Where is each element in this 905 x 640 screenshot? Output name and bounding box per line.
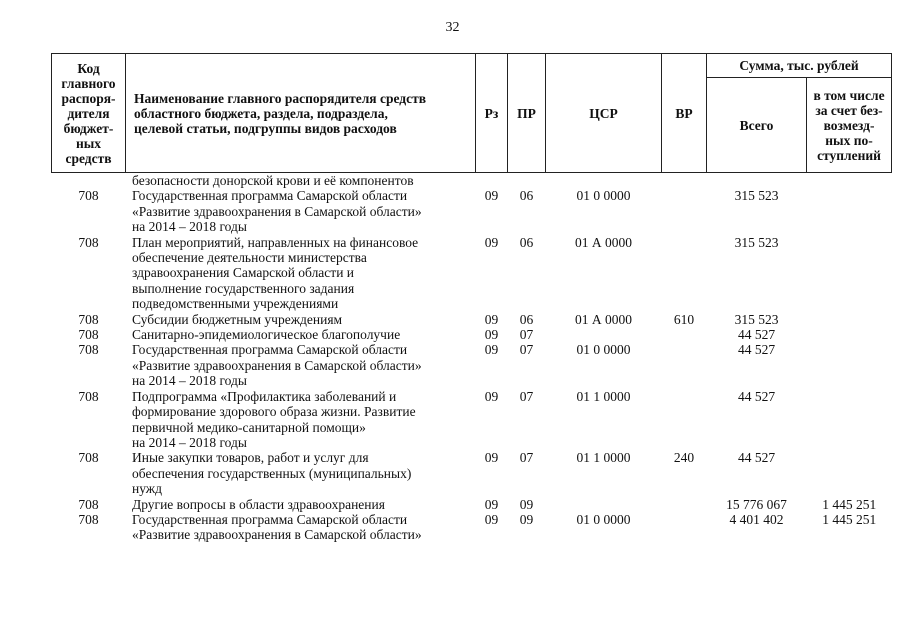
row-csr: 01 0 0000 <box>576 188 631 204</box>
header-gratis <box>807 78 892 173</box>
row-vr <box>662 342 707 388</box>
row-code: 708 <box>78 188 99 204</box>
row-rz: 09 <box>484 511 499 527</box>
row-name-line: здравоохранения Самарской области и <box>132 265 355 281</box>
row-gratis <box>807 188 892 234</box>
row-name-line: Государственная программа Самарской области <box>132 342 408 358</box>
row-pr: 06 <box>519 311 534 327</box>
page-number: 32 <box>445 20 460 35</box>
header-vr: ВР <box>662 54 707 173</box>
header-gratis-line: за счет без- <box>815 102 883 118</box>
header-gratis-line: возмезд- <box>823 117 875 133</box>
header-gratis-line: ступлений <box>817 147 881 163</box>
header-sum-group: Сумма, тыс. рублей <box>707 54 892 78</box>
row-code <box>52 173 126 189</box>
row-name <box>126 188 476 234</box>
table-row <box>52 389 892 451</box>
row-code: 708 <box>78 327 99 343</box>
header-code-line: дителя <box>67 105 110 121</box>
row-total: 315 523 <box>734 188 779 204</box>
row-code: 708 <box>78 496 99 512</box>
row-csr <box>546 497 662 512</box>
table-row <box>52 235 892 312</box>
row-name-line: «Развитие здравоохранения в Самарской области» <box>132 357 422 373</box>
row-name <box>126 512 476 543</box>
row-vr <box>662 512 707 543</box>
row-name <box>126 327 476 342</box>
row-name-line: Иные закупки товаров, работ и услуг для <box>132 450 369 466</box>
row-name-line: формирование здорового образа жизни. Развитие <box>132 404 416 420</box>
row-vr <box>662 173 707 189</box>
row-gratis: 1 445 251 <box>822 496 877 512</box>
header-code <box>52 54 126 173</box>
row-code: 708 <box>78 234 99 250</box>
row-csr: 01 А 0000 <box>575 234 632 250</box>
row-csr: 01 0 0000 <box>576 342 631 358</box>
table-body <box>52 173 892 543</box>
table-row <box>52 342 892 388</box>
row-csr <box>546 173 662 189</box>
row-rz: 09 <box>484 342 499 358</box>
row-name-line: первичной медико-санитарной помощи» <box>132 419 366 435</box>
row-pr: 06 <box>519 188 534 204</box>
row-code: 708 <box>78 388 99 404</box>
row-rz: 09 <box>484 311 499 327</box>
row-rz: 09 <box>484 450 499 466</box>
row-csr: 01 1 0000 <box>576 388 631 404</box>
row-gratis <box>807 327 892 342</box>
row-name-line: «Развитие здравоохранения в Самарской области» <box>132 203 422 219</box>
row-gratis: 1 445 251 <box>822 511 877 527</box>
row-total: 315 523 <box>734 311 779 327</box>
row-total <box>707 173 807 189</box>
row-csr <box>546 327 662 342</box>
table-row <box>52 450 892 496</box>
row-vr <box>662 497 707 512</box>
row-name-line: Санитарно-эпидемиологическое благополучие <box>132 327 401 343</box>
row-name-line: Государственная программа Самарской области <box>132 511 408 527</box>
row-name-line: Государственная программа Самарской области <box>132 188 408 204</box>
row-total: 44 527 <box>737 327 776 343</box>
table-row <box>52 188 892 234</box>
header-code-line: бюджет- <box>63 120 114 136</box>
header-csr: ЦСР <box>546 54 662 173</box>
row-csr: 01 1 0000 <box>576 450 631 466</box>
table-row <box>52 512 892 543</box>
header-name <box>126 54 476 173</box>
row-vr <box>662 327 707 342</box>
row-gratis <box>807 450 892 496</box>
header-rz: Рз <box>476 54 508 173</box>
row-name-line: подведомственными учреждениями <box>132 296 339 312</box>
row-vr <box>662 389 707 451</box>
row-name-line: на 2014 – 2018 годы <box>132 219 247 235</box>
row-pr: 07 <box>519 342 534 358</box>
row-pr: 09 <box>519 511 534 527</box>
row-name-line: обеспечения государственных (муниципальных) <box>132 465 412 481</box>
header-code-line: средств <box>65 150 112 166</box>
row-name-line: Подпрограмма «Профилактика заболеваний и <box>132 388 397 404</box>
row-pr: 09 <box>519 496 534 512</box>
row-name <box>126 497 476 512</box>
row-pr: 07 <box>519 450 534 466</box>
table-row <box>52 327 892 342</box>
table-row <box>52 497 892 512</box>
row-total: 15 776 067 <box>726 496 787 512</box>
header-gratis-line: ных по- <box>825 132 873 148</box>
row-pr: 07 <box>519 327 534 343</box>
table-row <box>52 173 892 189</box>
row-name-line: План мероприятий, направленных на финансовое <box>132 234 419 250</box>
row-name <box>126 173 476 189</box>
row-name-line: нужд <box>132 481 162 497</box>
header-code-line: распоря- <box>61 90 116 106</box>
header-name-line: целевой статьи, подгруппы видов расходов <box>134 120 397 136</box>
row-name-line: Субсидии бюджетным учреждениям <box>132 311 343 327</box>
header-name-line: Наименование главного распорядителя средств <box>134 90 427 106</box>
row-gratis <box>807 342 892 388</box>
row-total: 4 401 402 <box>729 511 784 527</box>
row-code: 708 <box>78 342 99 358</box>
row-name-line: безопасности донорской крови и её компонентов <box>132 173 414 188</box>
header-gratis-line: в том числе <box>813 87 885 103</box>
table-row <box>52 312 892 327</box>
row-csr: 01 0 0000 <box>576 511 631 527</box>
row-total: 44 527 <box>737 342 776 358</box>
row-vr <box>662 188 707 234</box>
row-vr <box>662 235 707 312</box>
row-code: 708 <box>78 511 99 527</box>
header-total: Всего <box>707 78 807 173</box>
row-rz <box>476 173 508 189</box>
row-pr: 07 <box>519 388 534 404</box>
row-name-line: «Развитие здравоохранения в Самарской области» <box>132 527 422 543</box>
row-name <box>126 342 476 388</box>
row-rz: 09 <box>484 234 499 250</box>
row-name-line: обеспечение деятельности министерства <box>132 250 367 266</box>
row-gratis <box>807 173 892 189</box>
row-name-line: на 2014 – 2018 годы <box>132 434 247 450</box>
row-total: 315 523 <box>734 234 779 250</box>
header-name-line: областного бюджета, раздела, подраздела, <box>134 105 388 121</box>
row-pr <box>508 173 546 189</box>
table-header <box>52 54 892 173</box>
row-code: 708 <box>78 450 99 466</box>
row-gratis <box>807 389 892 451</box>
row-name-line: на 2014 – 2018 годы <box>132 373 247 389</box>
row-name-line: Другие вопросы в области здравоохранения <box>132 496 385 512</box>
row-name-line: выполнение государственного задания <box>132 280 355 296</box>
row-vr: 240 <box>673 450 695 466</box>
header-pr: ПР <box>508 54 546 173</box>
budget-table <box>51 53 892 543</box>
row-gratis <box>807 312 892 327</box>
row-gratis <box>807 235 892 312</box>
header-code-line: ных <box>75 135 102 151</box>
header-code-line: Код <box>77 60 100 76</box>
row-csr: 01 А 0000 <box>575 311 632 327</box>
row-name <box>126 235 476 312</box>
row-name <box>126 389 476 451</box>
row-name <box>126 312 476 327</box>
row-total: 44 527 <box>737 450 776 466</box>
header-code-line: главного <box>61 75 116 91</box>
row-rz: 09 <box>484 496 499 512</box>
row-rz: 09 <box>484 327 499 343</box>
row-pr: 06 <box>519 234 534 250</box>
row-name <box>126 450 476 496</box>
row-vr: 610 <box>673 311 695 327</box>
row-rz: 09 <box>484 188 499 204</box>
row-code: 708 <box>78 311 99 327</box>
row-rz: 09 <box>484 388 499 404</box>
row-total: 44 527 <box>737 388 776 404</box>
